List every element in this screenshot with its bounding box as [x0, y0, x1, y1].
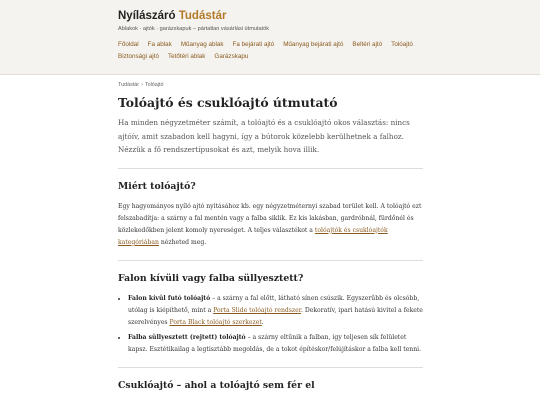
nav-item-plastic-window[interactable]: Műanyag ablak [180, 41, 224, 48]
list-item-title: Falba süllyesztett (rejtett) tolóajtó [128, 334, 246, 342]
section-heading-folding-door: Csuklóajtó – ahol a tolóajtó sem fér el [118, 380, 315, 392]
nav-item-plastic-entrance-door[interactable]: Műanyag bejárati ajtó [283, 41, 344, 48]
nav-item-roof-window[interactable]: Tetőtéri ablak [167, 53, 206, 60]
breadcrumb-separator: › [141, 82, 143, 88]
page-title: Tolóajtó és csuklóajtó útmutató [118, 95, 338, 110]
breadcrumb [118, 82, 423, 92]
list-item-title: Falon kívül futó tolóajtó [128, 294, 211, 302]
section-heading-why-sliding: Miért tolóajtó? [118, 180, 196, 192]
section-paragraph-why-sliding [118, 201, 423, 249]
paragraph-text-end: nézheted meg. [160, 238, 207, 246]
brand-accent: Tudástár [178, 10, 227, 22]
nav-item-sliding-door[interactable]: Tolóajtó [391, 41, 413, 48]
porta-black-link[interactable]: Porta Black tolóajtó szerkezet [169, 319, 262, 327]
breadcrumb-parent-link[interactable]: Tudástár [118, 82, 140, 88]
site-tagline: Ablakok · ajtók · garázskapuk – pártatlan vásárlási útmutatók [118, 26, 270, 32]
nav-item-wood-window[interactable]: Fa ablak [147, 41, 172, 48]
paragraph-text: Egy hagyományos nyíló ajtó nyitásához kb. egy négyzetméternyi szabad terület kell. A tolóajtó ezt felszabadítja: a szárny a fal mentén vagy a falba siklik. Ez kis lakásban, gardróbnál, fürdőnél és közlekedőkben jelent komoly nyereséget. A teljes választékot a [118, 202, 422, 234]
article-main [118, 82, 423, 400]
breadcrumb-current: Tolóajtó [144, 82, 164, 88]
site-header [0, 0, 540, 75]
mounting-options-list [118, 293, 423, 356]
list-item-text: . Dekoratív, ipari hatású kivitel a fekete szerelvényes [128, 306, 423, 327]
section-heading-mounting: Falon kívüli vagy falba süllyesztett? [118, 272, 304, 284]
nav-item-security-door[interactable]: Biztonsági ajtó [118, 53, 159, 60]
list-item-surface-mounted [128, 293, 423, 329]
section-divider [118, 168, 423, 169]
list-item-text: . [261, 319, 264, 327]
list-item-text: – a szárny eltűnik a falban, így teljesen sík felületet kapsz. Esztétikailag a legtisztább megoldás, de a tokot építéskor/felújításkor a falba kell tenni. [128, 334, 422, 354]
list-item-text: – a szárny a fal előtt, látható sínen csúszik. Egyszerűbb és olcsóbb, utólag is kiépíthető, mint a [128, 294, 420, 314]
nav-row-1 [118, 39, 413, 51]
nav-item-garage-door[interactable]: Garázskapu [214, 53, 249, 60]
site-logo[interactable] [118, 10, 226, 22]
list-item-concealed [128, 332, 423, 356]
article-lead: Ha minden négyzetméter számít, a tolóajtó és a csuklóajtó okos választás: nincs ajtóív, amit szabadon kell hagyni, így a bútorok közelebb kerülhetnek a falhoz. Nézzük a fő rendszertípusokat és azt, melyik hova illik. [118, 118, 410, 154]
section-divider [118, 260, 423, 261]
nav-item-home[interactable]: Főoldal [118, 41, 139, 48]
nav-row-2 [118, 51, 413, 63]
nav-item-interior-door[interactable]: Beltéri ajtó [352, 41, 383, 48]
main-navigation [118, 39, 413, 63]
brand-name: Nyílászáró [118, 10, 176, 22]
section-divider [118, 367, 423, 368]
category-link[interactable]: tolóajtók és csuklóajtók kategóriában [118, 226, 388, 246]
porta-slide-link[interactable]: Porta Slide tolóajtó rendszer [213, 306, 301, 314]
nav-item-wood-entrance-door[interactable]: Fa bejárati ajtó [232, 41, 275, 48]
